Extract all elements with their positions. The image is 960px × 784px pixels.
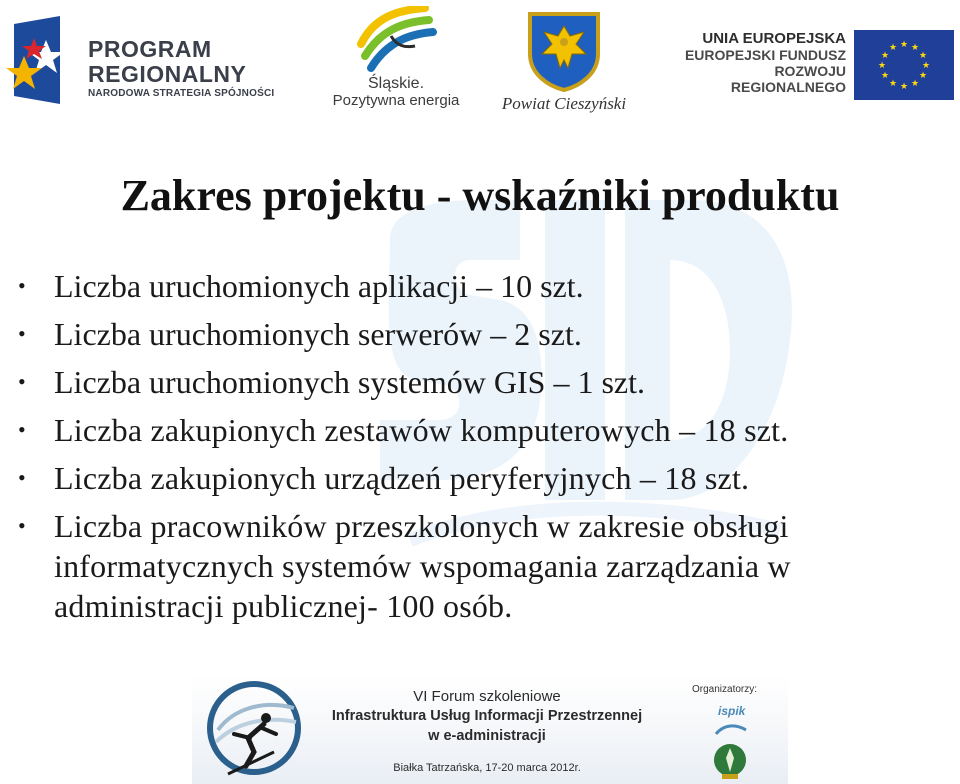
forum-subtitle: Infrastruktura Usług Informacji Przestrzennej [331,708,643,724]
svg-text:★: ★ [877,61,887,71]
bullet-marker: • [18,417,26,442]
forum-subtitle-2: w e-administracji [428,728,546,744]
list-item [18,458,938,498]
forum-title: VI Forum szkoleniowe [413,688,561,705]
skier-emblem-icon [204,678,304,782]
svg-text:★: ★ [910,79,920,89]
powiat-cieszynski-name: Powiat Cieszyński [501,94,627,113]
organizer-wave-icon [714,722,748,738]
svg-text:★: ★ [899,40,909,50]
ue-line1: UNIA EUROPEJSKA [702,30,846,47]
organizer-ispik-logo: ispik [718,704,746,718]
coat-of-arms-icon [524,8,604,92]
bullet-marker: • [18,513,26,538]
list-item [18,266,938,306]
organizer-emblem-icon [712,742,748,780]
list-item-text: Liczba zakupionych zestawów komputerowych – 18 szt. [54,412,789,448]
svg-text:★: ★ [880,51,890,61]
svg-text:★: ★ [918,51,928,61]
slaskie-waves-icon [355,6,437,72]
indicator-list [18,266,938,634]
forum-place-date: Białka Tatrzańska, 17-20 marca 2012r. [393,762,581,774]
svg-text:★: ★ [888,79,898,89]
ue-fund-label [664,30,846,96]
list-item-text: Liczba uruchomionych serwerów – 2 szt. [54,316,582,352]
bullet-marker: • [18,465,26,490]
list-item-text: Liczba pracowników przeszkolonych w zakresie obsługi informatycznych systemów wspomagania zarządzania w administracji publicznej- 100 osób. [54,508,791,624]
logo-bar [0,0,960,130]
list-item-text: Liczba uruchomionych aplikacji – 10 szt. [54,268,584,304]
list-item [18,362,938,402]
bullet-marker: • [18,273,26,298]
list-item-text: Liczba zakupionych urządzeń peryferyjnych – 18 szt. [54,460,750,496]
program-regionalny-line1: PROGRAM [88,36,212,62]
program-regionalny-logo [6,16,296,106]
ue-line2: EUROPEJSKI FUNDUSZ [684,47,846,64]
list-item [18,506,938,626]
program-regionalny-star-icon [6,16,82,106]
list-item [18,410,938,450]
slaskie-tagline: Pozytywna energia [332,91,460,109]
list-item-text: Liczba uruchomionych systemów GIS – 1 szt. [54,364,645,400]
slaskie-logo [326,6,466,118]
bullet-marker: • [18,369,26,394]
eu-flag-icon [854,30,954,100]
organizers-label: Organizatorzy: [692,684,758,695]
slaskie-name: Śląskie. [367,75,425,92]
slide-title: Zakres projektu - wskaźniki produktu [120,171,840,220]
list-item [18,314,938,354]
svg-text:★: ★ [888,43,898,53]
forum-banner [192,676,788,784]
svg-text:★: ★ [899,82,909,92]
svg-text:★: ★ [910,43,920,53]
svg-text:★: ★ [918,71,928,81]
bullet-marker: • [18,321,26,346]
powiat-cieszynski-logo [498,8,630,122]
svg-text:★: ★ [921,61,931,71]
program-regionalny-line3: NARODOWA STRATEGIA SPÓJNOŚCI [88,88,275,99]
svg-text:★: ★ [880,71,890,81]
ue-line3: ROZWOJU REGIONALNEGO [730,63,846,96]
program-regionalny-line2: REGIONALNY [88,61,247,87]
